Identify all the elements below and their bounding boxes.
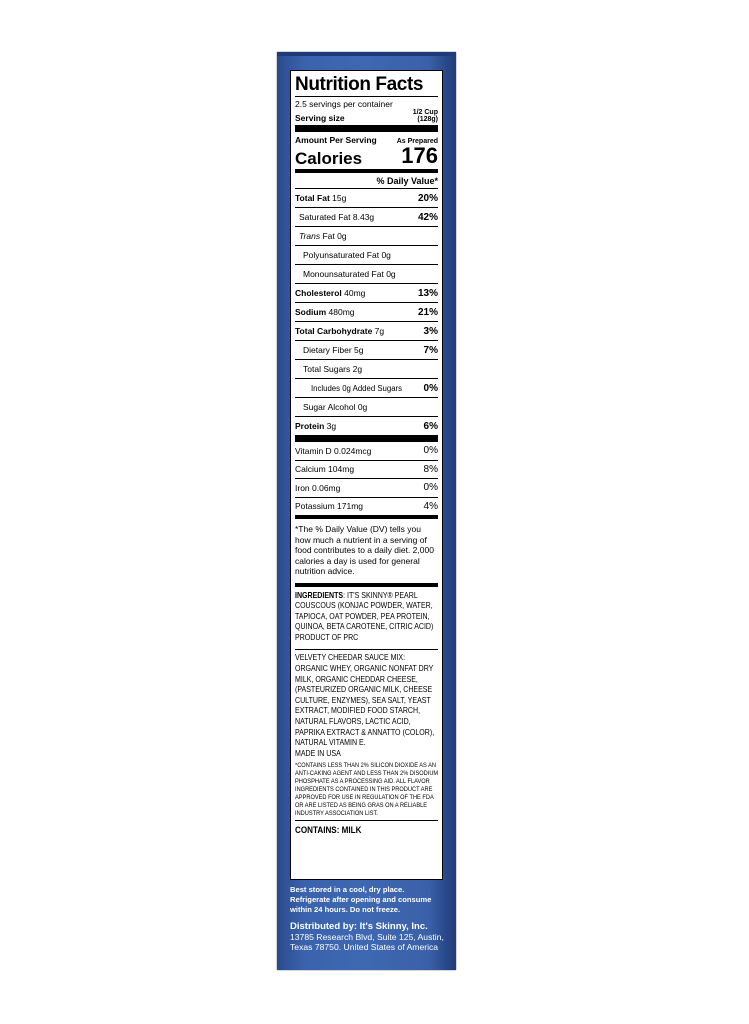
- nutrient-dv: 42%: [417, 211, 438, 223]
- nutrient-row-sodium: [295, 302, 438, 321]
- storage-line-2: Refrigerate after opening and consume within 24 hours. Do not freeze.: [290, 895, 432, 914]
- allergen-contains: CONTAINS: MILK: [295, 824, 362, 835]
- nutrient-name: Protein: [295, 421, 325, 431]
- nutrient-amount: 5g: [354, 345, 364, 355]
- nutrient-dv: 0%: [423, 382, 438, 394]
- vitamin-dv: 0%: [423, 482, 438, 494]
- nutrient-amount: 7g: [374, 326, 385, 336]
- ingredients-sauce-text: VELVETY CHEEDAR SAUCE MIX: ORGANIC WHEY, ORGANIC NONFAT DRY MILK, ORGANIC CHEDDAR CHEESE, (PASTEURIZED ORGANIC MILK, CHEESE CULTURE, ENZYMES), SEA SALT, YEAST EXTRACT, MODIFIED FOOD STARCH, NATURAL FLAVORS, LACTIC ACID, PAPRIKA EXTRACT & ANNATTO (COLOR), NATURAL VITAMIN E.: [295, 653, 435, 748]
- ingredients-heading: INGREDIENTS: [295, 590, 344, 600]
- as-prepared: As Prepared: [396, 138, 438, 145]
- nutrition-facts-panel: [290, 70, 443, 880]
- nutrient-amount: 2g: [352, 364, 363, 374]
- serving-size-label: Serving size: [295, 113, 345, 123]
- nutrient-dv: 6%: [423, 420, 438, 432]
- nutrient-row-dietary-fiber: [295, 340, 438, 359]
- servings-per-container: 2.5 servings per container: [295, 99, 393, 109]
- calories-row: [295, 145, 438, 169]
- vitamin-name: Iron 0.06mg: [295, 482, 341, 493]
- nutrient-row-protein: [295, 416, 438, 435]
- storage-line-1: Best stored in a cool, dry place.: [290, 885, 405, 894]
- nutrient-row-monounsaturated-fat: [295, 264, 438, 283]
- nutrient-amount: 0g: [381, 250, 391, 260]
- nutrient-name: Monounsaturated Fat: [303, 269, 384, 279]
- nutrient-name: Dietary Fiber: [303, 345, 352, 355]
- nutrient-amount: 0g: [386, 269, 396, 279]
- nutrient-dv: 13%: [417, 287, 438, 299]
- package-top-edge: [277, 52, 456, 56]
- daily-value-header: % Daily Value*: [376, 176, 438, 186]
- ingredients-couscous-text: : IT'S SKINNY® PEARL COUSCOUS (KONJAC POWDER, WATER, TAPIOCA, OAT POWDER, PEA PROTEIN, QUINOA, BETA CAROTENE, CITRIC ACID): [295, 590, 434, 632]
- vitamin-name: Calcium 104mg: [295, 464, 355, 475]
- vitamin-row-calcium: [295, 460, 438, 479]
- nutrient-row-total-carbohydrate: [295, 321, 438, 340]
- storage-instructions: [290, 885, 450, 915]
- nutrient-name: Trans: [299, 231, 321, 241]
- nutrient-row-saturated-fat: [295, 207, 438, 226]
- nutrient-row-cholesterol: [295, 283, 438, 302]
- vitamin-name: Potassium 171mg: [295, 501, 364, 512]
- daily-value-footnote: *The % Daily Value (DV) tells you how much a nutrient in a serving of food contributes to a daily diet. 2,000 calories a day is used for general nutrition advice.: [295, 524, 434, 576]
- serving-size-row: [295, 109, 438, 123]
- distributor-heading: Distributed by: It's Skinny, Inc.: [290, 921, 428, 932]
- vitamin-dv: 4%: [423, 500, 438, 512]
- nutrient-dv: 20%: [417, 192, 438, 204]
- nutrient-dv: 21%: [417, 306, 438, 318]
- nutrient-name: Sugar Alcohol: [303, 402, 356, 412]
- vitamin-row-potassium: [295, 497, 438, 516]
- vitamin-name: Vitamin D 0.024mcg: [295, 445, 372, 456]
- vitamin-row-vitamin-d: [295, 442, 438, 460]
- amount-per-serving: Amount Per Serving: [295, 135, 377, 145]
- nutrient-name: Cholesterol: [295, 288, 342, 298]
- nutrient-amount: 480mg: [328, 307, 355, 317]
- serving-size-value: [413, 109, 438, 123]
- nutrient-row-polyunsaturated-fat: [295, 245, 438, 264]
- vitamin-dv: 0%: [423, 445, 438, 457]
- nutrient-amount: 3g: [326, 421, 337, 431]
- thick-divider: [295, 125, 438, 132]
- vitamin-dv: 8%: [423, 463, 438, 475]
- ingredients-couscous: [295, 587, 439, 644]
- nutrient-row-trans-fat: [295, 226, 438, 245]
- nutrient-row-total-sugars: [295, 359, 438, 378]
- nutrition-facts-title: Nutrition Facts: [295, 74, 424, 95]
- nutrient-dv: 3%: [423, 325, 438, 337]
- distributor-address: 13785 Research Blvd, Suite 125, Austin, Texas 78750. United States of America: [290, 932, 444, 952]
- calories-value: 176: [401, 143, 438, 168]
- origin-prc: PRODUCT OF PRC: [295, 632, 359, 642]
- distributor-info: [290, 921, 450, 952]
- serving-size-grams: (128g): [417, 116, 438, 123]
- calories-label: Calories: [295, 149, 363, 168]
- nutrient-name: Sodium: [295, 307, 327, 317]
- nutrient-name: Total Fat: [295, 193, 330, 203]
- serving-size-cup: 1/2 Cup: [412, 109, 438, 116]
- nutrient-amount: Fat 0g: [322, 231, 347, 241]
- nutrient-name: Total Sugars: [303, 364, 351, 374]
- thick-divider: [295, 435, 438, 442]
- nutrient-name: Includes 0g Added Sugars: [311, 383, 403, 393]
- nutrient-row-added-sugars: [295, 378, 438, 397]
- nutrient-name: Total Carbohydrate: [295, 326, 373, 336]
- nutrient-amount: 0g: [357, 402, 368, 412]
- ingredients-sauce: [295, 650, 439, 759]
- storage-and-distributor: [290, 885, 450, 952]
- nutrient-dv: 7%: [423, 344, 438, 356]
- nutrient-row-sugar-alcohol: [295, 397, 438, 416]
- nutrient-name: Polyunsaturated Fat: [303, 250, 380, 260]
- origin-usa: MADE IN USA: [295, 748, 341, 758]
- nutrient-name: Saturated Fat: [299, 212, 351, 222]
- vitamin-row-iron: [295, 478, 438, 497]
- nutrient-amount: 15g: [332, 193, 347, 203]
- nutrient-row-total-fat: [295, 188, 438, 207]
- ingredients-fine-print: *CONTAINS LESS THAN 2% SILICON DIOXIDE AS AN ANTI-CAKING AGENT AND LESS THAN 2% DISODIUM PHOSPHATE AS A PROCESSING AID. ALL FLAVOR INGREDIENTS CONTAINED IN THIS PRODUCT ARE APPROVED FOR USE IN REGULATION OF THE FDA OR ARE LISTED AS BEING GRAS ON A RELIABLE INDUSTRY ASSOCIATION LIST.: [295, 762, 439, 817]
- nutrient-amount: 8.43g: [352, 212, 375, 222]
- nutrient-amount: 40mg: [344, 288, 366, 298]
